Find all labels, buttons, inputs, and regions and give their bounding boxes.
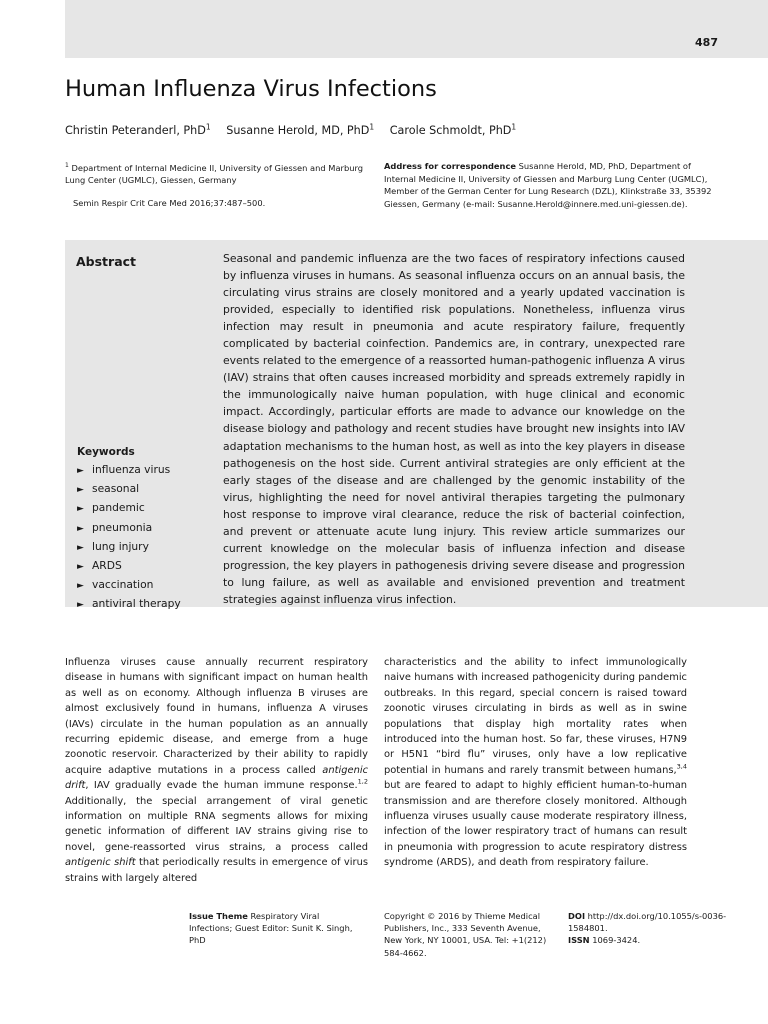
author-2: [226, 124, 374, 137]
correspondence: [384, 160, 714, 210]
author-3-name: Carole Schmoldt, PhD: [389, 123, 512, 137]
body-text: that periodically results in emergence of virus strains with largely altered: [65, 857, 368, 884]
body-column-left: [65, 655, 368, 886]
author-list: [65, 122, 528, 137]
keyword-item: [77, 461, 181, 480]
issn-value: 1069-3424.: [592, 935, 641, 946]
bullet-arrow-icon: ►: [77, 542, 84, 553]
issn-label: ISSN: [568, 935, 590, 946]
keyword-text: vaccination: [92, 578, 154, 592]
footer-issue-theme: [189, 910, 359, 947]
citation: Semin Respir Crit Care Med 2016;37:487–500.: [73, 198, 266, 208]
body-text: Influenza viruses cause annually recurrent respiratory disease in humans with significant impact on human health as well as on economy. Although influenza B viruses are almost exclusively found in humans, influenza A viruses (IAVs) circulate in the human population as an annually recurring epidemic disease, and emerge from a huge zoonotic reservoir. Characterized by their ability to rapidly acquire adaptive mutations in a process called: [65, 657, 368, 776]
author-3-affil: 1: [511, 122, 517, 131]
issue-text: Respiratory Viral Infections; Guest Editor: Sunit K. Singh, PhD: [189, 911, 353, 946]
issn-line: [568, 934, 728, 946]
author-2-affil: 1: [369, 122, 375, 131]
bullet-arrow-icon: ►: [77, 562, 84, 573]
author-1: [65, 124, 211, 137]
issue-label: Issue Theme: [189, 911, 248, 921]
body-text: , IAV gradually evade the human immune response.: [85, 780, 358, 792]
keyword-item: [77, 519, 181, 538]
bullet-arrow-icon: ►: [77, 523, 84, 534]
author-1-name: Christin Peteranderl, PhD: [65, 123, 206, 137]
footer-copyright: Copyright © 2016 by Thieme Medical Publishers, Inc., 333 Seventh Avenue, New York, NY 10001, USA. Tel: +1(212) 584-4662.: [384, 911, 547, 958]
correspondence-label: Address for correspondence: [384, 161, 517, 171]
keyword-text: influenza virus: [92, 463, 171, 476]
author-1-affil: 1: [205, 122, 211, 131]
keyword-item: [77, 538, 181, 557]
correspondence-email: (e-mail: Susanne.Herold@innere.med.uni-giessen.de).: [462, 198, 688, 209]
bullet-arrow-icon: ►: [77, 581, 84, 592]
body-text: but are feared to adapt to highly efficient human-to-human transmission and are therefore closely monitored. Although influenza viruses usually cause moderate respiratory illness, infection of the lower respiratory tract of humans can result in pneumonia with progression to acute respiratory distress syndrome (ARDS), and death from respiratory failure.: [384, 780, 687, 869]
abstract-text: Seasonal and pandemic influenza are the two faces of respiratory infections caused by influenza viruses in humans. As seasonal influenza occurs on an annual basis, the circulating virus strains are closely monitored and a yearly updated vaccination is provided, especially to identified risk populations. Nonetheless, influenza virus infection may result in pneumonia and acute respiratory failure, frequently complicated by bacterial coinfection. Pandemics are, in contrary, unexpected rare events related to the emergence of a reassorted human-pathogenic influenza A virus (IAV) strains that often causes increased morbidity and spreads extremely rapidly in the immunologically naive human population, with huge clinical and economic impact. Accordingly, particular efforts are made to advance our knowledge on the disease biology and pathology and recent studies have brought new insights into IAV adaptation mechanisms to the human host, as well as into the key players in disease pathogenesis on the host side. Current antiviral strategies are only efficient at the early stages of the disease and are challenged by the genomic instability of the virus, highlighting the need for novel antiviral therapies targeting the pulmonary host response to improve viral clearance, reduce the risk of bacterial coinfection, and prevent or attenuate acute lung injury. This review article summarizes our current knowledge on the molecular basis of influenza infection and disease progression, the key players in pathogenesis driving severe disease and progression to lung failure, as well as available and envisioned prevention and treatment strategies against influenza virus infection.: [223, 252, 685, 606]
bullet-arrow-icon: ►: [77, 600, 84, 611]
keyword-text: lung injury: [92, 539, 149, 553]
affiliation-text: Department of Internal Medicine II, University of Giessen and Marburg Lung Center (UGMLC), Giessen, Germany: [65, 162, 363, 186]
body-emphasis: antigenic drift: [65, 764, 368, 792]
body-text: characteristics and the ability to infect immunologically naive humans with increased pathogenicity during pandemic outbreaks. In this regard, special concern is raised toward zoonotic viruses circulating in birds as well as in swine populations that display high mortality rates when introduced into the human host. So far, these viruses, H7N9 or H5N1 “bird flu” viruses, only have a low replicative potential in humans and rarely transmit between humans,: [384, 657, 687, 776]
reference-marker: 3,4: [676, 762, 687, 771]
keyword-item: [77, 595, 181, 614]
author-3: [390, 124, 516, 137]
bullet-arrow-icon: ►: [77, 504, 84, 515]
keyword-item: [77, 480, 181, 499]
correspondence-text: Susanne Herold, MD, PhD, Department of Internal Medicine II, University of Giessen and Marburg Lung Center (UGMLC), Member of the German Center for Lung Research (DZL), Klinkstraße 33, 35392 Giessen, Germany: [384, 161, 712, 209]
keyword-text: antiviral therapy: [92, 597, 181, 611]
page-number: 487: [695, 36, 718, 49]
article-title: Human Influenza Virus Infections: [65, 76, 437, 102]
affiliation-sup: 1: [65, 162, 69, 169]
bullet-arrow-icon: ►: [77, 485, 84, 496]
keyword-text: pneumonia: [92, 520, 153, 534]
doi-label: DOI: [568, 911, 586, 921]
reference-marker: 1,2: [357, 777, 368, 786]
keyword-text: seasonal: [92, 482, 140, 496]
bullet-arrow-icon: ►: [77, 466, 84, 476]
affiliation: [65, 160, 365, 187]
keywords-list: [77, 461, 181, 615]
footer-identifiers: [568, 910, 728, 947]
body-text: Additionally, the special arrangement of viral genetic information on multiple RNA segments allows for mixing genetic information of different IAV strains giving rise to novel, gene-reassorted virus strains, a process called: [65, 795, 368, 853]
body-emphasis: antigenic shift: [65, 857, 136, 869]
keyword-text: pandemic: [92, 501, 145, 515]
abstract-heading: Abstract: [76, 254, 137, 269]
keyword-text: ARDS: [92, 559, 122, 573]
keyword-item: [77, 499, 181, 518]
body-column-right: [384, 655, 687, 871]
keyword-item: [77, 576, 181, 595]
doi-line: [568, 910, 728, 934]
keyword-item: [77, 557, 181, 576]
author-2-name: Susanne Herold, MD, PhD: [226, 123, 370, 137]
keywords-heading: Keywords: [77, 446, 135, 458]
header-band: [65, 0, 768, 58]
doi-link[interactable]: http://dx.doi.org/10.1055/s-0036-1584801.: [568, 911, 727, 934]
